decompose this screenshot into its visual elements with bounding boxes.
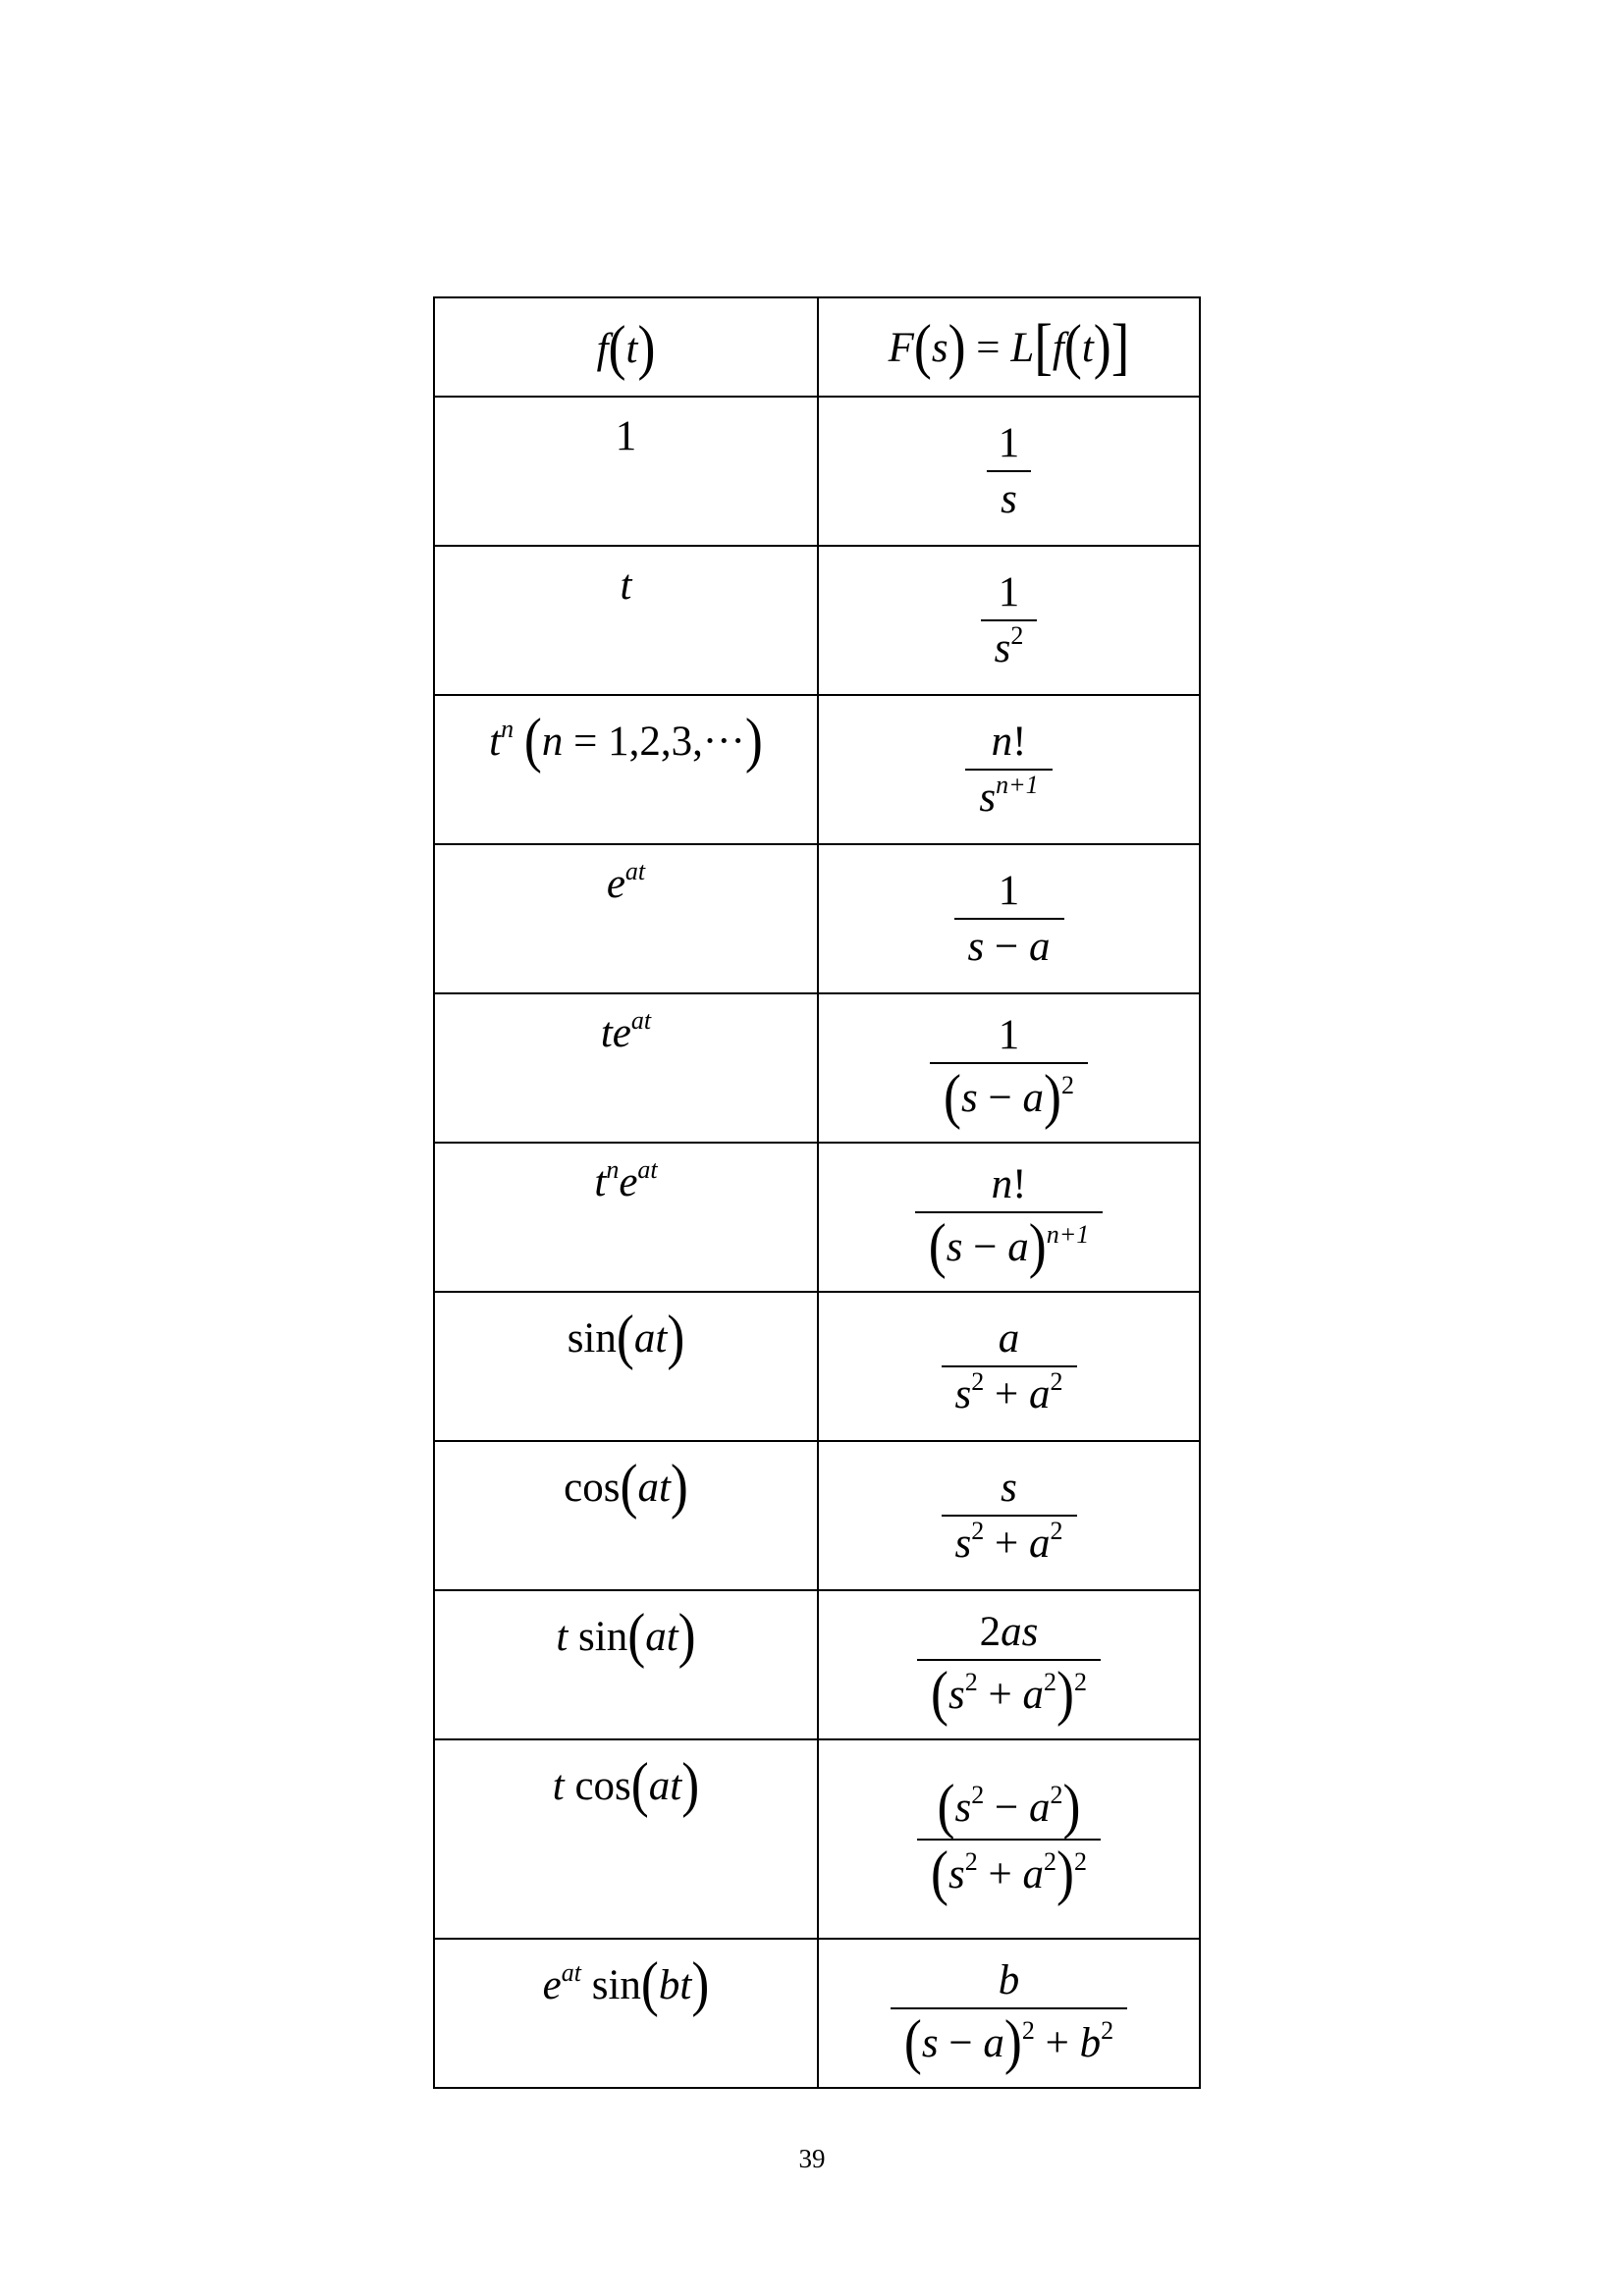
F-cell: $\frac{1}{(s - a)^2}$ [818, 993, 1200, 1143]
f-cell: $e^{at}$ sin(bt) [434, 1939, 818, 2088]
table-row [434, 397, 1200, 546]
F-cell: $\frac{2as}{(s^2 + a^2)^2}$ [818, 1590, 1200, 1739]
F-cell: $\frac{1}{s^2}$ [818, 546, 1200, 695]
table-row [434, 1441, 1200, 1590]
f-cell: 1 [434, 397, 818, 546]
F-cell: $\frac{n!}{s^{n+1}}$ [818, 695, 1200, 844]
F-cell: $\frac{b}{(s - a)^2 + b^2}$ [818, 1939, 1200, 2088]
table-header-row [434, 297, 1200, 397]
page-number: 39 [798, 2144, 826, 2173]
table-row [434, 1739, 1200, 1939]
F-cell: $\frac{1}{s - a}$ [818, 844, 1200, 993]
f-cell: $t^n$ (n = 1,2,3,···) [434, 695, 818, 844]
table-row [434, 546, 1200, 695]
header-F-of-s: F(s) = L[f(t)] [818, 297, 1200, 397]
laplace-transform-table [433, 296, 1201, 2089]
f-cell: t sin(at) [434, 1590, 818, 1739]
f-cell: cos(at) [434, 1441, 818, 1590]
f-cell: $t^ne^{at}$ [434, 1143, 818, 1292]
header-f-of-t: f(t) [434, 297, 818, 397]
table-row [434, 1143, 1200, 1292]
F-cell: $\frac{1}{s}$ [818, 397, 1200, 546]
f-cell: t [434, 546, 818, 695]
table-row [434, 1292, 1200, 1441]
table-row [434, 844, 1200, 993]
f-cell: t cos(at) [434, 1739, 818, 1939]
f-cell: sin(at) [434, 1292, 818, 1441]
F-cell: $\frac{n!}{(s - a)^{n+1}}$ [818, 1143, 1200, 1292]
f-cell: $te^{at}$ [434, 993, 818, 1143]
F-cell: $\frac{s}{s^2 + a^2}$ [818, 1441, 1200, 1590]
table-row [434, 993, 1200, 1143]
f-cell: $e^{at}$ [434, 844, 818, 993]
table-row [434, 695, 1200, 844]
table-row [434, 1939, 1200, 2088]
F-cell: $\frac{a}{s^2 + a^2}$ [818, 1292, 1200, 1441]
F-cell: $\frac{(s^2 - a^2)}{(s^2 + a^2)^2}$ [818, 1739, 1200, 1939]
table-row [434, 1590, 1200, 1739]
